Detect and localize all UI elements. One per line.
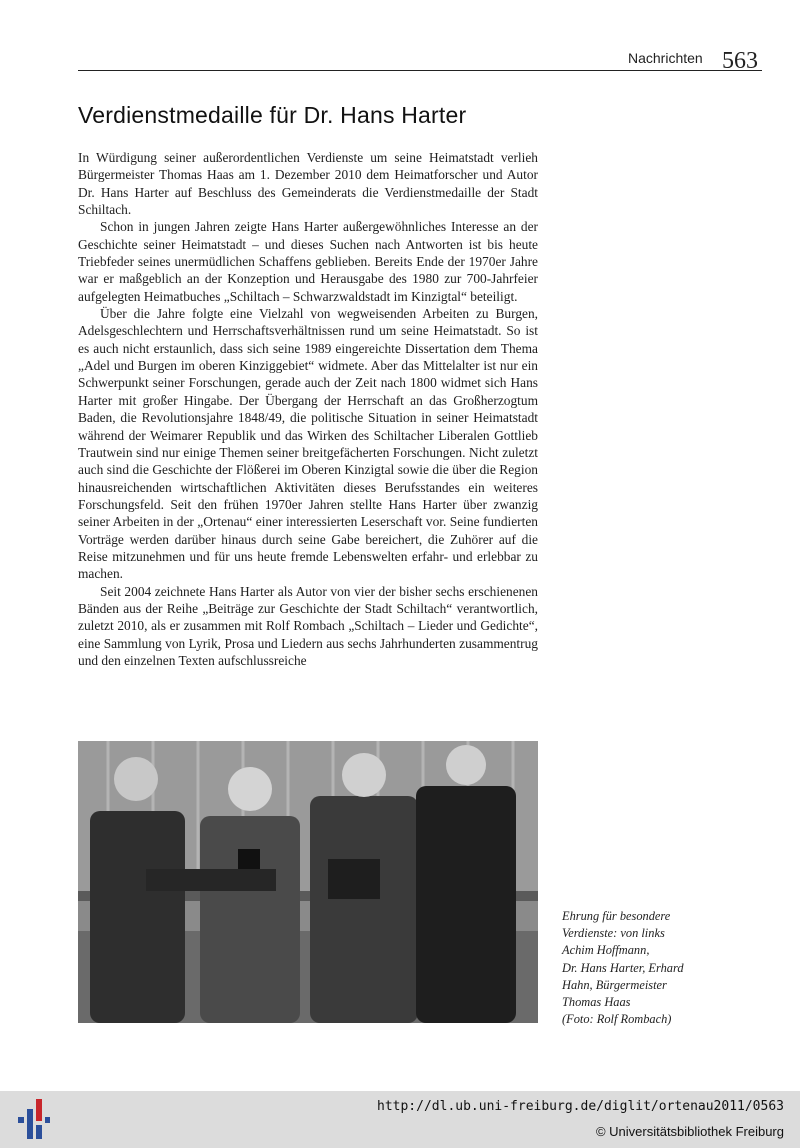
caption-line: Hahn, Bürgermeister <box>562 977 667 992</box>
caption-line: Verdienste: von links <box>562 926 665 941</box>
caption-line: Ehrung für besondere <box>562 909 671 923</box>
paragraph: Schon in jungen Jahren zeigte Hans Harter außergewöhnliches Interesse an der Geschichte seiner Heimatstadt – und dieses Suchen nach Antworten ist bis heute Triebfeder seines unermüdlichen Schaffens geblieben. Bereits Ende der 1970er Jahre war er maßgeblich an der Konzeption und Herausgabe des 1980 zur 700-Jahrfeier aufgelegten Heimatbuches „Schiltach – Schwarzwaldstadt im Kinzigtal“ beteiligt. <box>78 219 538 304</box>
caption-line: Thomas Haas <box>562 995 631 1010</box>
paragraph: Über die Jahre folgte eine Vielzahl von wegweisenden Arbeiten zu Burgen, Adelsgeschlechtern und Herrschaftsverhältnissen rund um seine Heimatstadt. So ist es auch nicht erstaunlich, dass sich seine 1989 eingereichte Dissertation dem Thema „Adel und Burgen im oberen Kinziggebiet“ widmete. Aber das Mittelalter ist nur ein Schwerpunkt seiner Forschungen, gerade auch der Zeit nach 1800 widmet sich Hans Harter mit großer Hingabe. Der Übergang der Herrschaft an das Großherzogtum Baden, die Revolutionsjahre 1848/49, die politische Situation in seiner Heimatstadt während der Weimarer Republik und das Wirken des Schiltacher Liberalen Gottlieb Trautwein sind nur einige Themen seiner breitgefächerten Forschungen. Nicht zuletzt auch sind die Geschichte der Flößerei im Oberen Kinzigtal sowie die über die Region hinausreichenden wirtschaftlichen Aktivitäten dieses Berufsstandes ein weiteres Forschungsfeld. Seit den frühen 1970er Jahren stellte Hans Harter über zwanzig seiner Arbeiten in der „Ortenau“ einer interessierten Leserschaft vor. Seine fundierten Vorträge werden darüber hinaus durch seine Gabe bereichert, die Zuhörer auf die Reise mitzunehmen und für uns heute fremde Lebenswelten erfahr- und erlebbar zu machen. <box>78 306 538 582</box>
award-photo <box>78 741 538 1023</box>
source-url-link[interactable]: http://dl.ub.uni-freiburg.de/diglit/ortenau2011/0563 <box>377 1099 784 1114</box>
article-title: Verdienstmedaille für Dr. Hans Harter <box>78 102 467 128</box>
section-name: Nachrichten <box>628 50 703 66</box>
caption-line: (Foto: Rolf Rombach) <box>562 1012 672 1027</box>
paragraph: Seit 2004 zeichnete Hans Harter als Autor von vier der bisher sechs erschienenen Bänden aus der Reihe „Beiträge zur Geschichte der Stadt Schiltach“ verantwortlich, zuletzt 2010, als er zusammen mit Rolf Rombach „Schiltach – Lieder und Gedichte“, eine Sammlung von Lyrik, Prosa und Liedern aus sechs Jahrhunderten zusammentrug und den einzelnen Texten aufschlussreiche <box>78 583 538 668</box>
ub-freiburg-logo-icon <box>18 1099 50 1144</box>
caption-line: Dr. Hans Harter, Erhard <box>562 960 684 975</box>
copyright-text: © Universitätsbibliothek Freiburg <box>595 1124 784 1139</box>
article-body <box>78 149 538 669</box>
page-number: 563 <box>722 48 758 74</box>
caption-line: Achim Hoffmann, <box>562 943 650 958</box>
paragraph: In Würdigung seiner außerordentlichen Verdienste um seine Heimatstadt verlieh Bürgermeister Thomas Haas am 1. Dezember 2010 dem Heimatforscher und Autor Dr. Hans Harter auf Beschluss des Gemeinderats die Verdienstmedaille der Stadt Schiltach. <box>78 150 538 218</box>
header-rule <box>78 70 762 71</box>
photo-caption <box>562 908 742 1028</box>
